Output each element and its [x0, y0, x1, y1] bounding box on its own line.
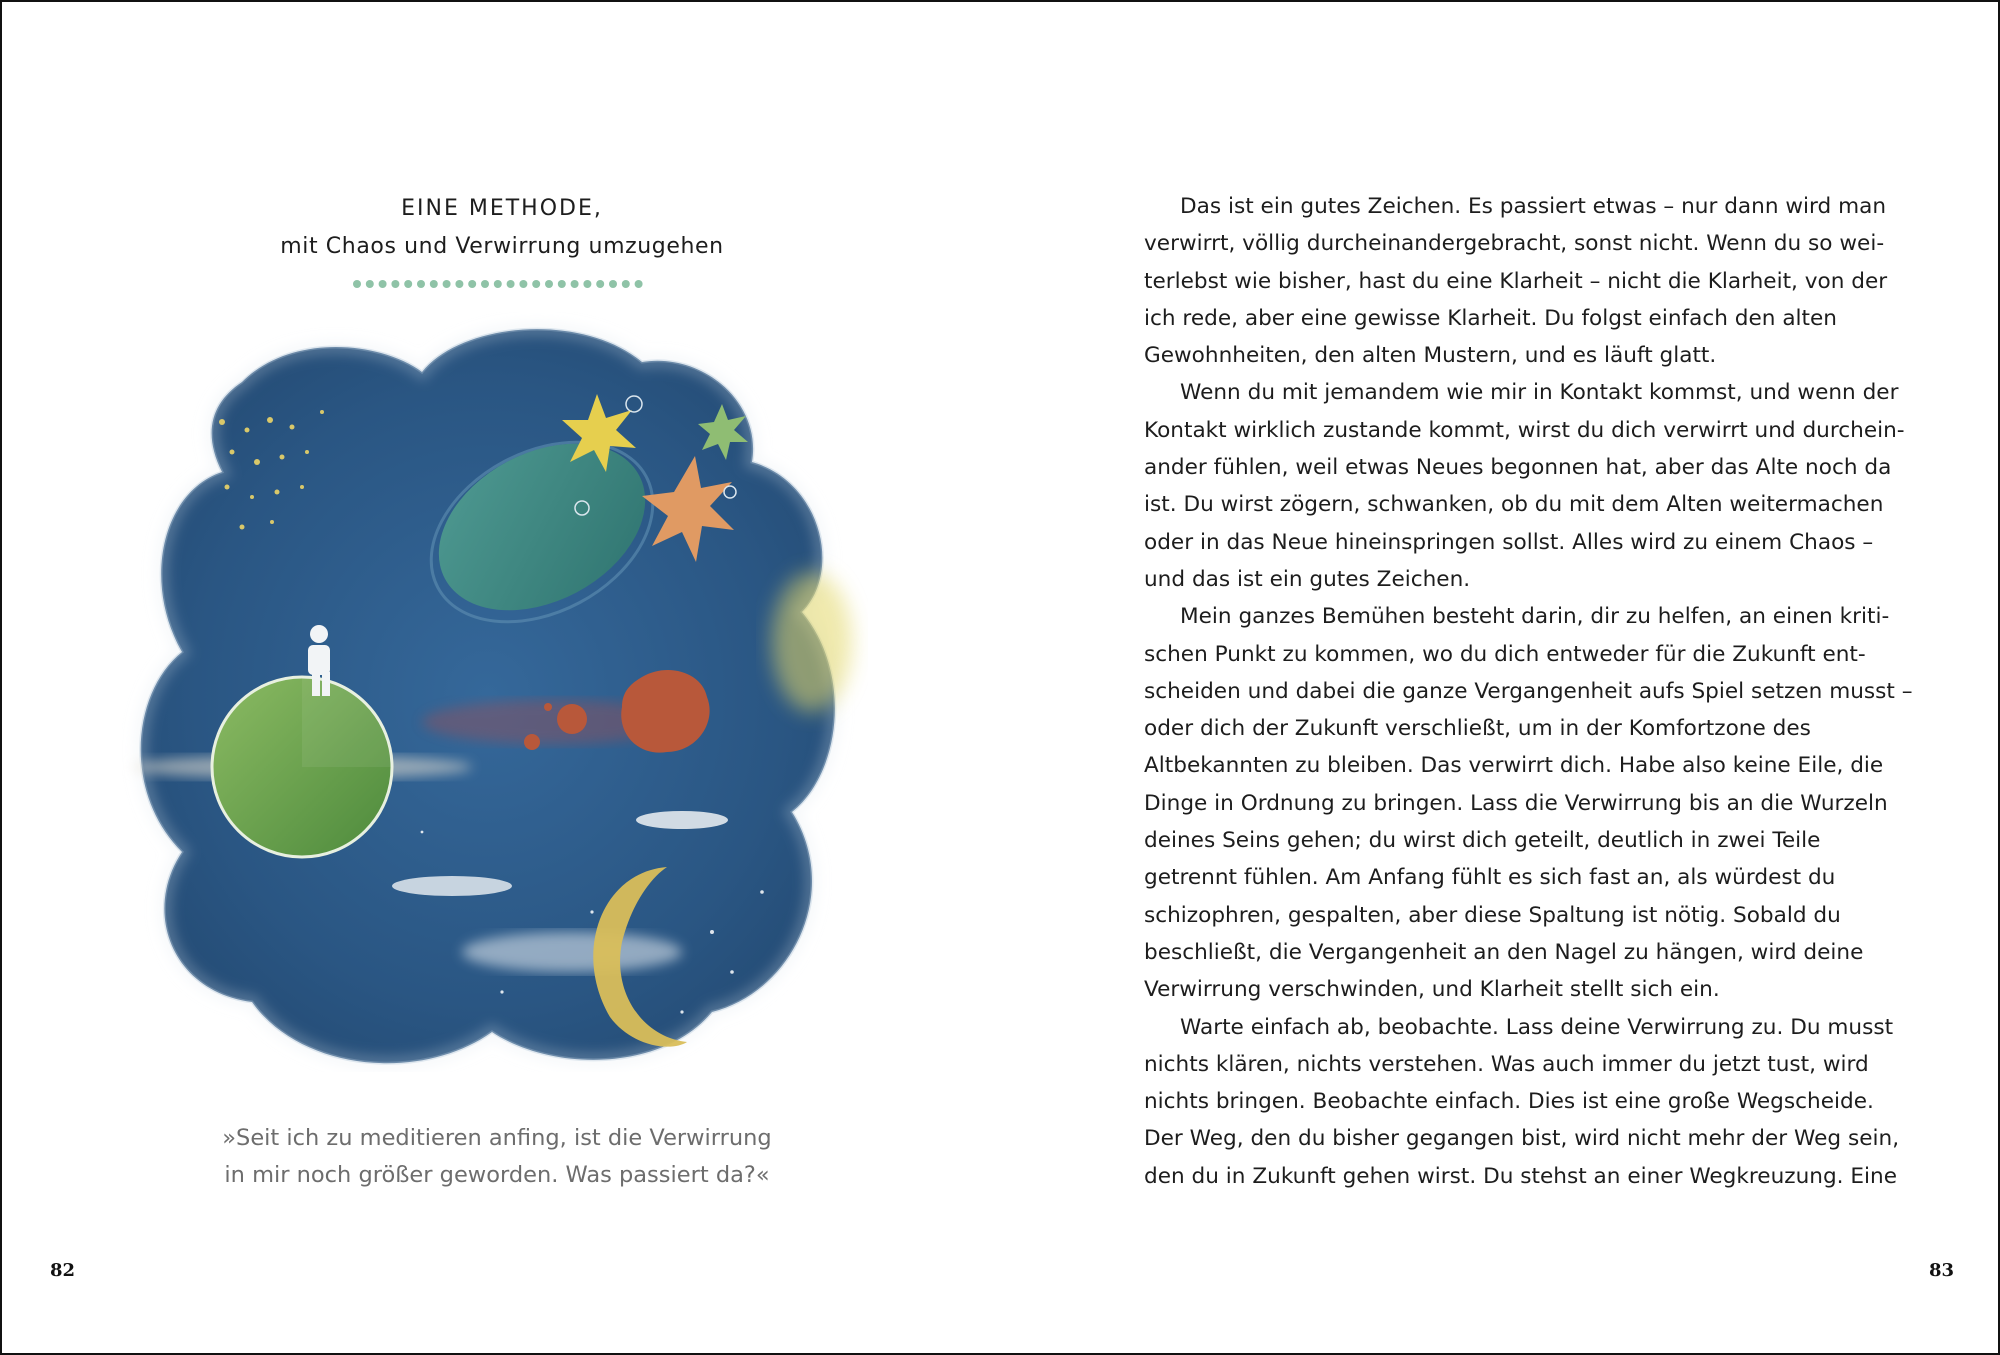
divider-dot [609, 280, 617, 288]
divider-dot [558, 280, 566, 288]
text-line: den du in Zukunft gehen wirst. Du stehst an einer Wegkreuzung. Eine [1144, 1163, 1898, 1189]
divider-dot [481, 280, 489, 288]
text-line: verwirrt, völlig durcheinandergebracht, sonst nicht. Wenn du so wei- [1144, 231, 1885, 257]
text-line: ander fühlen, weil etwas Neues begonnen hat, aber das Alte noch da [1144, 455, 1892, 481]
text-line: Mein ganzes Bemühen besteht darin, dir zu helfen, an einen kriti- [1180, 604, 1890, 630]
divider-dot [507, 280, 515, 288]
text-line: nichts klären, nichts verstehen. Was auch immer du jetzt tust, wird [1144, 1051, 1869, 1077]
divider-dot [417, 280, 425, 288]
divider-dot [545, 280, 553, 288]
text-line: und das ist ein gutes Zeichen. [1144, 566, 1471, 592]
text-line: terlebst wie bisher, hast du eine Klarheit – nicht die Klarheit, von der [1144, 268, 1888, 294]
divider-dot [353, 280, 361, 288]
quote-line-2: in mir noch größer geworden. Was passiert da?« [224, 1162, 770, 1188]
chapter-heading [2, 190, 1002, 266]
text-line: nichts bringen. Beobachte einfach. Dies ist eine große Wegscheide. [1144, 1089, 1874, 1115]
green-planet [212, 677, 392, 857]
text-line: Kontakt wirklich zustande kommt, wirst du dich verwirrt und durchein- [1144, 417, 1905, 443]
divider-dot [494, 280, 502, 288]
divider-dot [430, 280, 438, 288]
text-line: Altbekannten zu bleiben. Das verwirrt dich. Habe also keine Eile, die [1144, 753, 1884, 779]
divider-dot [532, 280, 540, 288]
divider-dot [443, 280, 451, 288]
divider-dot [455, 280, 463, 288]
divider-dot [622, 280, 630, 288]
text-line: scheiden und dabei die ganze Vergangenheit aufs Spiel setzen musst – [1144, 678, 1913, 704]
text-line: Wenn du mit jemandem wie mir in Kontakt kommst, und wenn der [1180, 380, 1899, 406]
left-page [2, 2, 1002, 1353]
space-illustration [122, 312, 882, 1072]
divider-dot [635, 280, 643, 288]
text-line: schen Punkt zu kommen, wo du dich entweder für die Zukunft ent- [1144, 641, 1866, 667]
page-number-right: 83 [1928, 1260, 1954, 1281]
text-line: Warte einfach ab, beobachte. Lass deine Verwirrung zu. Du musst [1180, 1014, 1894, 1040]
divider-dot [366, 280, 374, 288]
divider-dot [596, 280, 604, 288]
text-line: getrennt fühlen. Am Anfang fühlt es sich fast an, als würdest du [1144, 865, 1836, 891]
body-text [1144, 188, 1913, 1195]
text-line: beschließt, die Vergangenheit an den Nagel zu hängen, wird deine [1144, 939, 1864, 965]
heading-line-2: mit Chaos und Verwirrung umzugehen [280, 234, 724, 259]
text-line: Das ist ein gutes Zeichen. Es passiert etwas – nur dann wird man [1180, 194, 1887, 219]
dotted-divider [351, 278, 643, 290]
divider-dot [391, 280, 399, 288]
text-line: Verwirrung verschwinden, und Klarheit stellt sich ein. [1144, 977, 1720, 1003]
text-line: oder in das Neue hineinspringen sollst. Alles wird zu einem Chaos – [1144, 529, 1874, 555]
divider-dot [404, 280, 412, 288]
text-line: Dinge in Ordnung zu bringen. Lass die Verwirrung bis an die Wurzeln [1144, 790, 1888, 816]
text-line: ich rede, aber eine gewisse Klarheit. Du folgst einfach den alten [1144, 305, 1837, 331]
divider-dot [583, 280, 591, 288]
text-line: ist. Du wirst zögern, schwanken, ob du mit dem Alten weitermachen [1144, 492, 1884, 518]
text-line: oder dich der Zukunft verschließt, um in der Komfortzone des [1144, 716, 1811, 742]
question-quote [2, 1120, 992, 1194]
text-line: schizophren, gespalten, aber diese Spaltung ist nötig. Sobald du [1144, 902, 1841, 928]
divider-dot [519, 280, 527, 288]
heading-line-1: EINE METHODE, [401, 196, 603, 221]
divider-dot [468, 280, 476, 288]
right-page [1002, 2, 1998, 1353]
text-line: Der Weg, den du bisher gegangen bist, wird nicht mehr der Weg sein, [1144, 1126, 1900, 1152]
quote-line-1: »Seit ich zu meditieren anfing, ist die Verwirrung [222, 1125, 772, 1151]
text-line: deines Seins gehen; du wirst dich geteilt, deutlich in zwei Teile [1144, 828, 1821, 854]
page-number-left: 82 [50, 1260, 76, 1281]
divider-dot [379, 280, 387, 288]
divider-dot [571, 280, 579, 288]
text-line: Gewohnheiten, den alten Mustern, und es läuft glatt. [1144, 343, 1717, 369]
